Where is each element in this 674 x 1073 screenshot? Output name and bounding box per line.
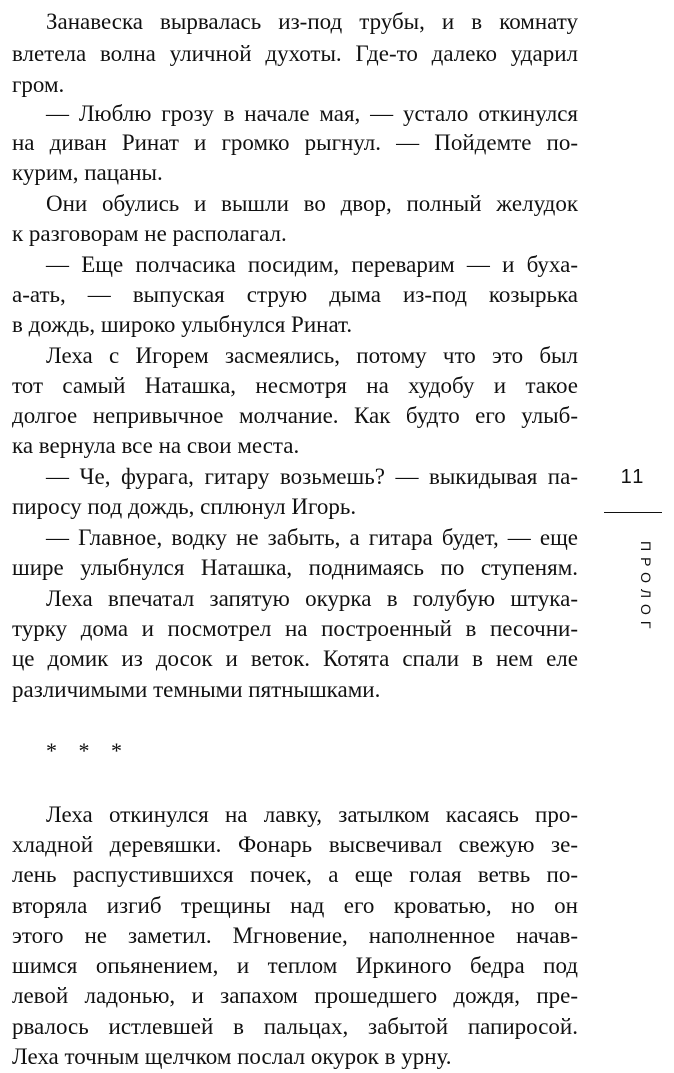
text-line: ка вернула все на свои места. bbox=[12, 433, 300, 458]
text-line: различимыми темными пятнышками. bbox=[12, 677, 381, 702]
text-line: Они обулись и вышли во двор, полный желудок bbox=[46, 191, 578, 216]
text-line: влетела волна уличной духоты. Где-то далеко ударил bbox=[12, 41, 578, 66]
text-line: пиросу под дождь, сплюнул Игорь. bbox=[12, 494, 357, 519]
text-line: курим, пацаны. bbox=[12, 160, 163, 185]
text-line: этого не заметил. Мгновение, наполненное начав- bbox=[12, 923, 578, 948]
text-line: турку дома и посмотрел на построенный в песочни- bbox=[12, 616, 578, 641]
text-line: хладной деревяшки. Фонарь высвечивал свежую зе- bbox=[12, 832, 578, 857]
text-line: — Че, фурага, гитару возьмешь? — выкидывая па- bbox=[46, 464, 578, 489]
text-line: Леха откинулся на лавку, затылком касаясь про- bbox=[46, 802, 578, 827]
text-line: Леха впечатал запятую окурка в голубую штука- bbox=[46, 586, 578, 611]
margin-rule bbox=[604, 512, 662, 513]
text-line: к разговорам не располагал. bbox=[12, 221, 287, 246]
section-separator: * * * bbox=[46, 738, 130, 763]
text-line: долгое непривычное молчание. Как будто его улыб- bbox=[12, 403, 578, 428]
text-line: а-ать, — выпуская струю дыма из-под козырька bbox=[12, 282, 578, 307]
text-line: — Главное, водку не забыть, а гитара будет, — еще bbox=[46, 525, 578, 550]
text-line: шире улыбнулся Наташка, поднимаясь по ступеням. bbox=[12, 555, 578, 580]
text-line: на диван Ринат и громко рыгнул. — Пойдемте по- bbox=[12, 130, 578, 155]
text-line: шимся опьянением, и теплом Иркиного бедра под bbox=[12, 953, 578, 978]
text-line: тот самый Наташка, несмотря на худобу и такое bbox=[12, 373, 578, 398]
text-line: це домик из досок и веток. Котята спали в нем еле bbox=[12, 646, 578, 671]
text-line: левой ладонью, и запахом прошедшего дождя, пре- bbox=[12, 983, 578, 1008]
text-line: Леха с Игорем засмеялись, потому что это был bbox=[46, 343, 578, 368]
text-line: рвалось истлевшей в пальцах, забытой папиросой. bbox=[12, 1014, 578, 1039]
running-head: ПРОЛОГ bbox=[638, 541, 654, 635]
text-line: Занавеска вырвалась из-под трубы, и в комнату bbox=[46, 9, 578, 34]
text-line: вторяла изгиб трещины над его кроватью, но он bbox=[12, 893, 578, 918]
page-number: 11 bbox=[620, 466, 646, 488]
text-line: Леха точным щелчком послал окурок в урну. bbox=[12, 1044, 452, 1069]
text-line: гром. bbox=[12, 72, 65, 97]
text-line: лень распустившихся почек, а еще голая ветвь по- bbox=[12, 862, 578, 887]
text-line: — Люблю грозу в начале мая, — устало откинулся bbox=[46, 101, 578, 126]
text-line: — Еще полчасика посидим, переварим — и буха- bbox=[46, 252, 578, 277]
text-line: в дождь, широко улыбнулся Ринат. bbox=[12, 312, 353, 337]
